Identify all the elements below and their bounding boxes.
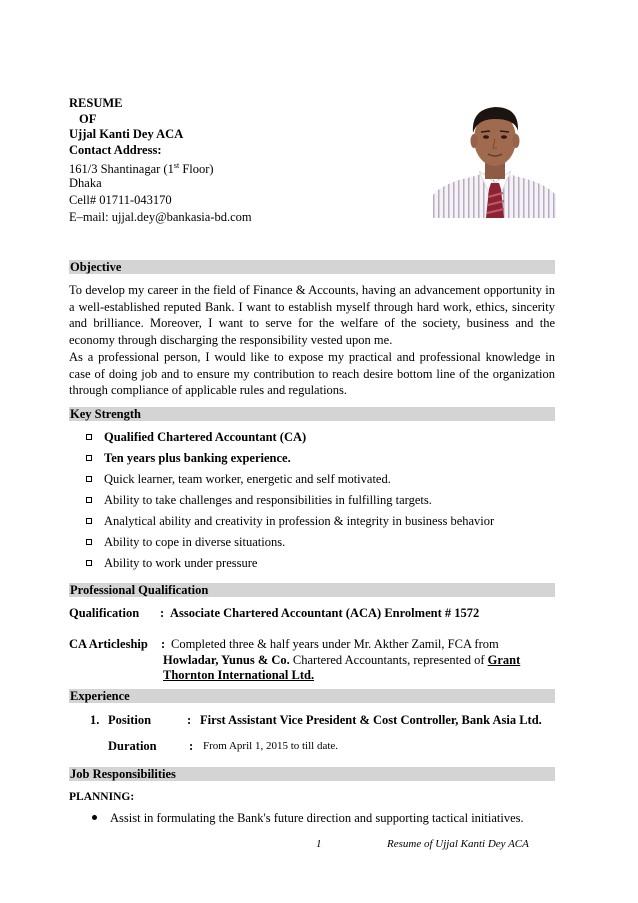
- qualification-label: Qualification: [69, 606, 140, 620]
- bullet-dot-icon: [92, 815, 97, 820]
- qualification-colon: :: [160, 606, 165, 620]
- of-heading: OF: [79, 112, 97, 126]
- key-strength-item: Ability to cope in diverse situations.: [86, 534, 285, 550]
- key-strength-item: Ability to take challenges and responsibilities in fulfilling targets.: [86, 492, 432, 508]
- objective-section-title: Objective: [69, 260, 555, 274]
- duration-colon: :: [189, 739, 194, 753]
- grant-thornton-link-continued: Thornton International Ltd.: [163, 668, 315, 682]
- articleship-label: CA Articleship: [69, 637, 148, 651]
- duration-value: From April 1, 2015 to till date.: [203, 740, 339, 752]
- position-colon: :: [187, 713, 192, 727]
- articleship-line-2: Howladar, Yunus & Co. Chartered Accountants, represented of Grant: [163, 653, 521, 667]
- cell-number: Cell# 01711-043170: [69, 193, 172, 207]
- resume-heading: RESUME: [69, 96, 123, 110]
- city: Dhaka: [69, 176, 102, 190]
- experience-number: 1.: [90, 713, 100, 727]
- qualification-value: Associate Chartered Accountant (ACA) Enrolment # 1572: [170, 606, 480, 620]
- experience-section-title: Experience: [69, 689, 555, 703]
- key-strength-item: Ability to work under pressure: [86, 555, 257, 571]
- job-responsibilities-section-title: Job Responsibilities: [69, 767, 555, 781]
- checkbox-bullet-icon: [86, 518, 92, 524]
- key-strength-item: Quick learner, team worker, energetic and self motivated.: [86, 471, 391, 487]
- key-strength-item: Analytical ability and creativity in profession & integrity in business behavior: [86, 513, 494, 529]
- position-label: Position: [108, 713, 152, 727]
- contact-label: Contact Address:: [69, 143, 162, 157]
- checkbox-bullet-icon: [86, 539, 92, 545]
- person-name: Ujjal Kanti Dey ACA: [69, 127, 184, 141]
- objective-paragraph-2: As a professional person, I would like to expose my practical and professional knowledge in case of doing job and to ensure my contribution to reach desire bottom line of the organization through compliance of applicable rules and regulations.: [69, 350, 555, 397]
- checkbox-bullet-icon: [86, 560, 92, 566]
- key-strength-item: Qualified Chartered Accountant (CA): [86, 429, 306, 445]
- address-line: 161/3 Shantinagar (1st Floor): [69, 161, 214, 177]
- job-responsibility-item: Assist in formulating the Bank's future direction and supporting tactical initiatives.: [92, 810, 524, 826]
- objective-paragraph-1: To develop my career in the field of Finance & Accounts, having an advancement opportunity in a well-established reputed Bank. I want to establish myself through hard work, ethics, sincerity and brilliance. Moreover, I want to serve for the welfare of the society, business and the economy through discharging the responsibility vested upon me.: [69, 283, 555, 347]
- key-strength-item: Ten years plus banking experience.: [86, 450, 291, 466]
- professional-qualification-section-title: Professional Qualification: [69, 583, 555, 597]
- duration-label: Duration: [108, 739, 157, 753]
- footer-title: Resume of Ujjal Kanti Dey ACA: [387, 838, 529, 850]
- page-number: 1: [316, 838, 322, 850]
- profile-photo: [433, 97, 556, 218]
- checkbox-bullet-icon: [86, 497, 92, 503]
- key-strength-section-title: Key Strength: [69, 407, 555, 421]
- articleship-line-1: Completed three & half years under Mr. Akther Zamil, FCA from: [171, 637, 499, 651]
- position-value: First Assistant Vice President & Cost Controller, Bank Asia Ltd.: [200, 713, 542, 727]
- email: E–mail: ujjal.dey@bankasia-bd.com: [69, 210, 252, 224]
- planning-heading: PLANNING:: [69, 791, 135, 803]
- articleship-colon: :: [161, 637, 166, 651]
- checkbox-bullet-icon: [86, 455, 92, 461]
- checkbox-bullet-icon: [86, 434, 92, 440]
- checkbox-bullet-icon: [86, 476, 92, 482]
- grant-thornton-link: Grant: [487, 653, 521, 667]
